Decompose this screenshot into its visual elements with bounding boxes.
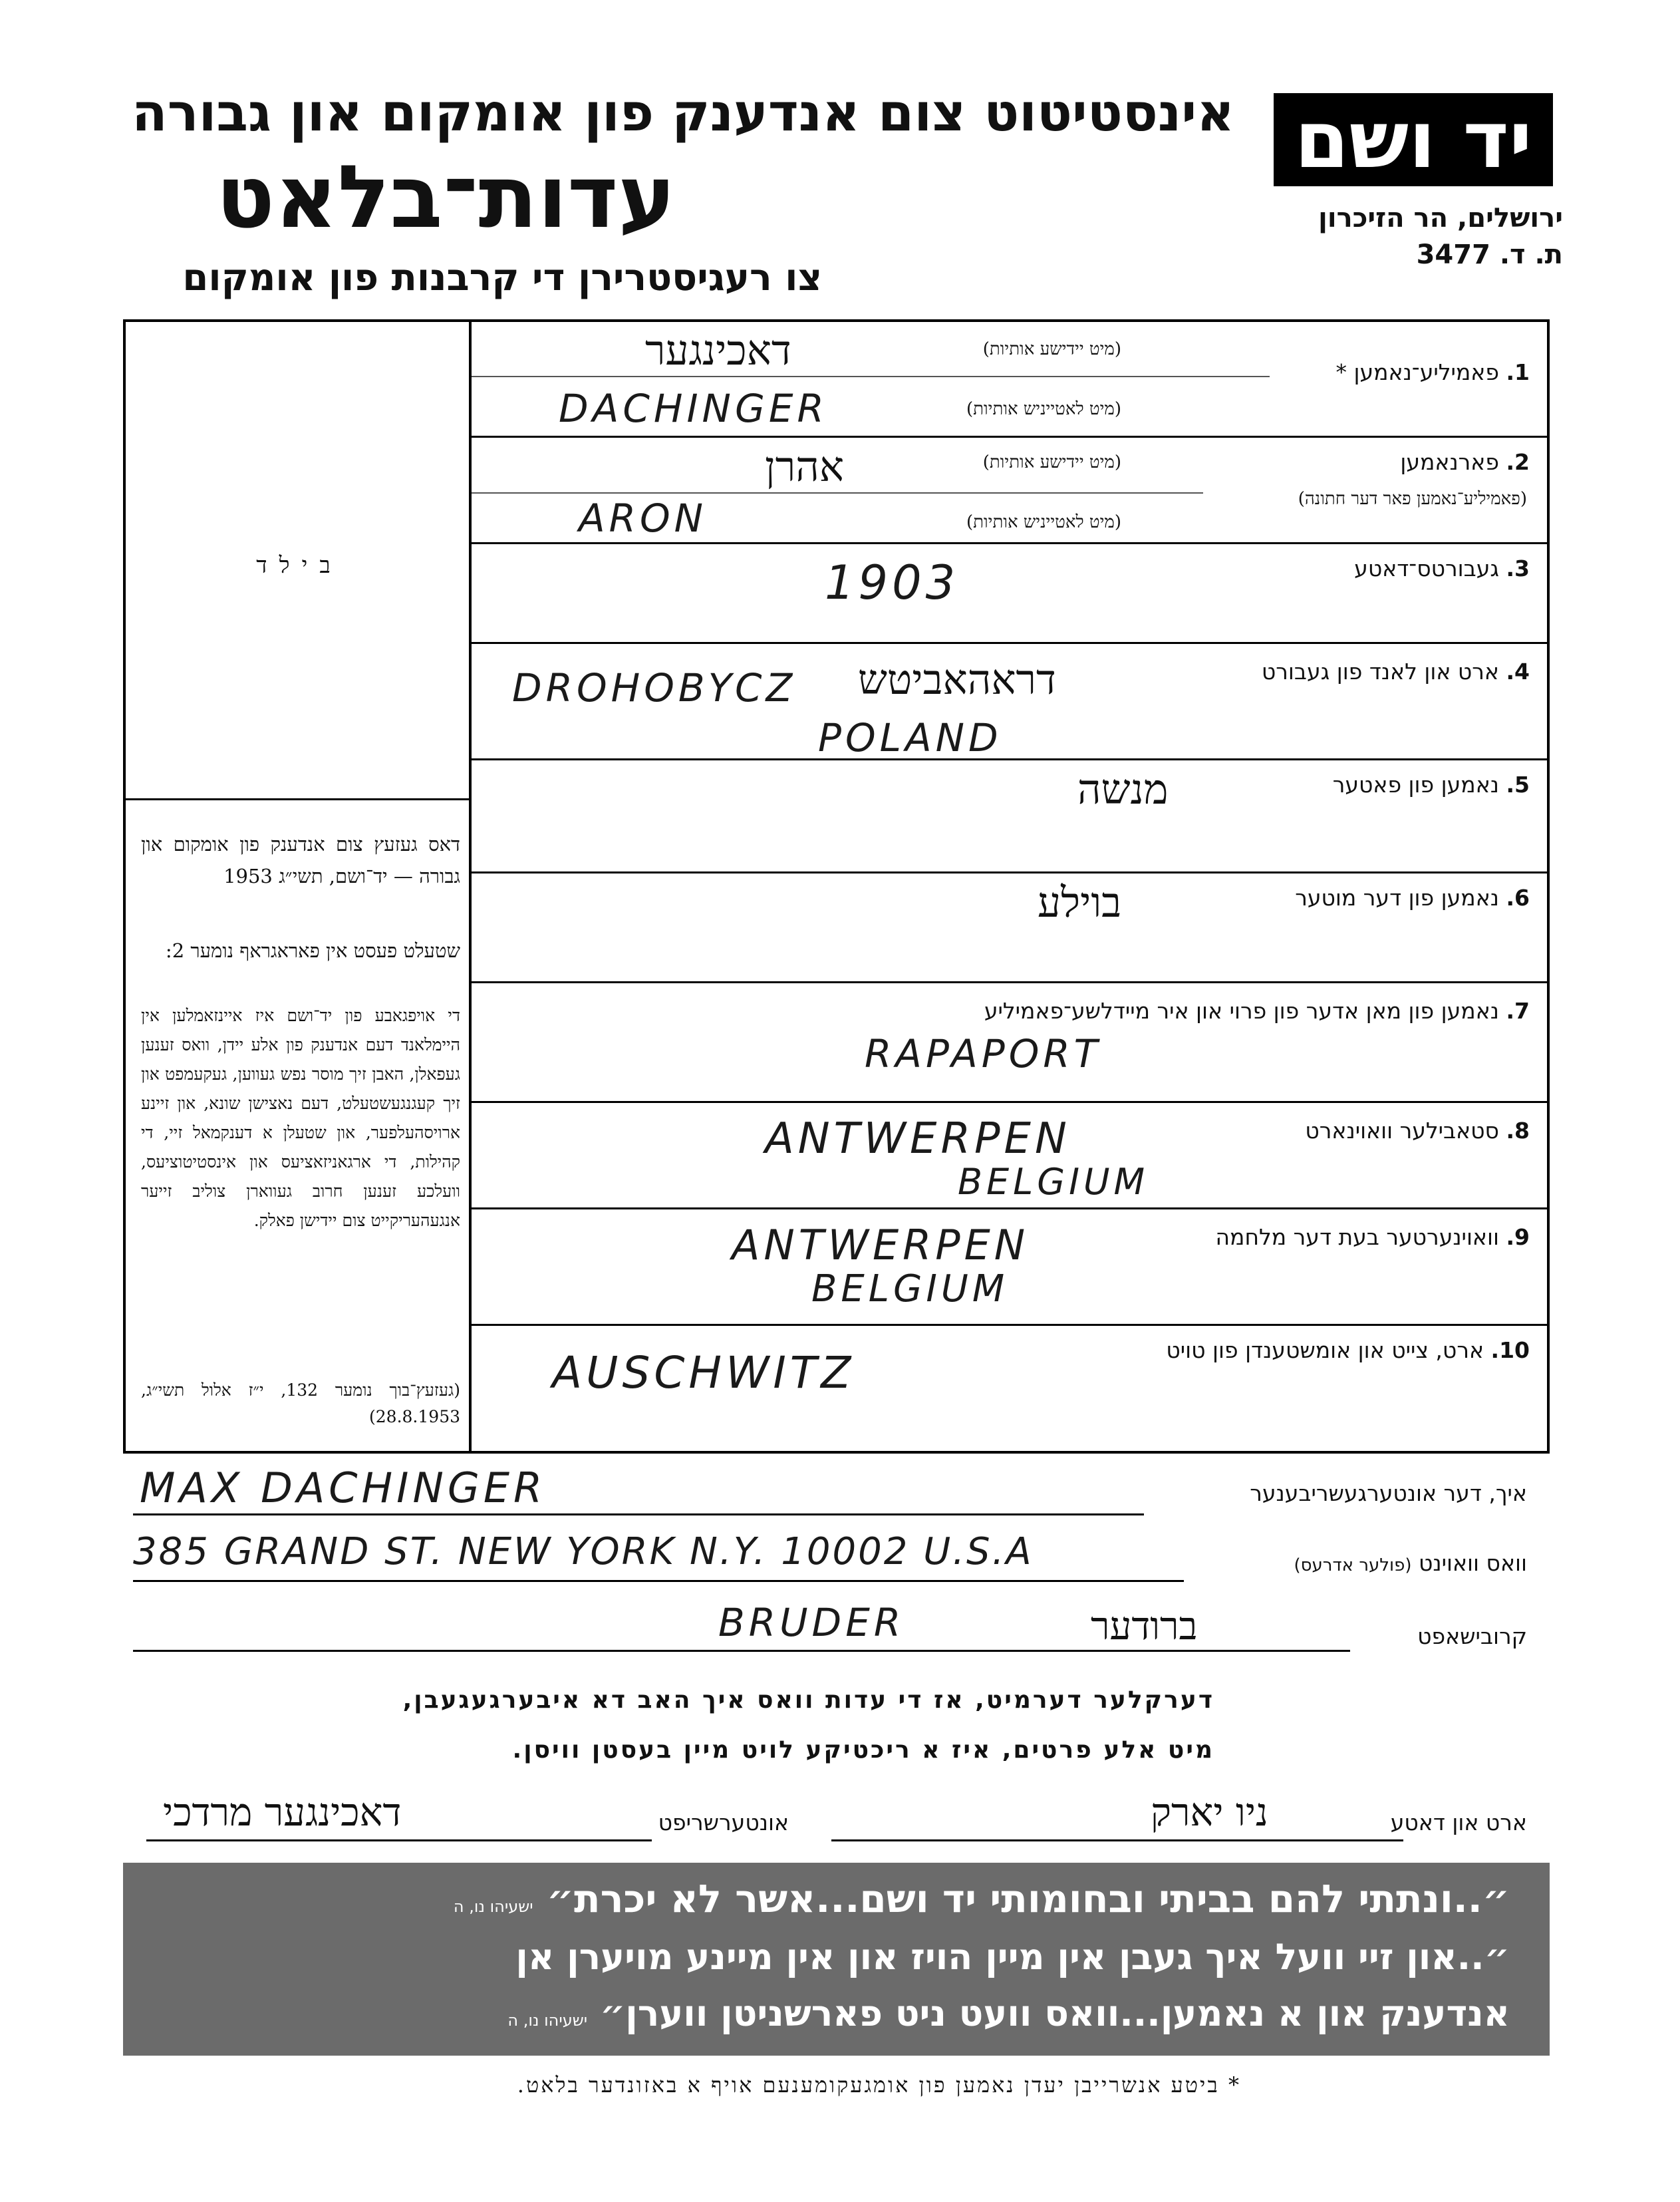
row-divider: [472, 1101, 1550, 1103]
signature-value[interactable]: דאכינגער מרדכי: [163, 1790, 402, 1835]
column-divider: [469, 319, 472, 1454]
field-1-value-yiddish[interactable]: דאכינגער: [645, 326, 791, 375]
declaration-line-1: דערקלער דערמיט, אז די עדות וואס איך האב דא איבערגעגעבן,: [402, 1686, 1214, 1714]
relation-value-yiddish[interactable]: ברודער: [1091, 1603, 1198, 1649]
field-9-value-city[interactable]: ANTWERPEN: [732, 1221, 1030, 1269]
submitter-name-value[interactable]: MAX DACHINGER: [140, 1464, 547, 1512]
law-paragraph-ref: שטעלט פעסט אין פאראגראף נומער 2:: [165, 939, 460, 962]
field-1-value-latin[interactable]: DACHINGER: [559, 386, 828, 431]
field-2-value-latin[interactable]: ARON: [579, 496, 708, 541]
law-reference: (געזעץ־בוך נומער 132, י״ז אלול תשי״ג, 28.8.1953): [141, 1380, 460, 1426]
banner-line-1: ״..ונתתי להם בביתי ובחומותי יד ושם...אשר לא יכרת״ ישעיהו נו, ה: [453, 1876, 1510, 1921]
subline: [472, 376, 1270, 377]
field-8-label: 8. סטאבילער וואוינארט: [1305, 1118, 1530, 1144]
place-date-value[interactable]: ניו יארק: [1151, 1790, 1268, 1835]
institute-title: אינסטיטוט צום אנדענק פון אומקום און גבורה: [132, 83, 1234, 143]
place-date-label: ארט און דאטע: [1390, 1809, 1527, 1835]
row-divider: [472, 436, 1550, 438]
field-9-label: 9. וואוינערטער בעת דער מלחמה: [1215, 1224, 1530, 1250]
field-7-label: 7. נאמען פון מאן אדער פון פרוי און איר מיידלשע־פאמיליע: [984, 998, 1530, 1024]
row-divider: [472, 1207, 1550, 1209]
field-4-value-latin[interactable]: DROHOBYCZ: [512, 665, 797, 710]
form-subtitle: צו רעגיסטרירן די קרבנות פון אומקום: [182, 256, 822, 299]
footnote: * ביטע אנשרייבן יעדן נאמען פון אומגעקומענעם אויף א באזונדער בלאט.: [517, 2072, 1241, 2098]
row-divider: [472, 642, 1550, 644]
field-7-value[interactable]: RAPAPORT: [865, 1031, 1102, 1076]
yad-vashem-logo: יד ושם: [1274, 93, 1553, 186]
name-underline: [133, 1513, 1144, 1515]
row-divider: [472, 542, 1550, 544]
relation-label: קרובישאפט: [1417, 1623, 1527, 1649]
address-underline: [133, 1580, 1184, 1582]
banner-line-2: ״..און זיי וועל איך געבן אין מיין הויז און אין מיינע מויערן אן: [515, 1936, 1510, 1978]
field-5-label: 5. נאמען פון פאטער: [1332, 772, 1530, 798]
field-6-label: 6. נאמען פון דער מוטער: [1295, 885, 1530, 911]
field-8-value-city[interactable]: ANTWERPEN: [765, 1114, 1071, 1164]
isaiah-quote-banner: [123, 1863, 1550, 2056]
row-divider: [472, 758, 1550, 760]
field-4-value-yiddish[interactable]: דראהאביטש: [858, 655, 1056, 704]
field-4-value-country[interactable]: POLAND: [818, 715, 1002, 760]
field-3-value[interactable]: 1903: [825, 555, 960, 610]
field-8-value-country[interactable]: BELGIUM: [958, 1161, 1149, 1203]
field-6-value[interactable]: בוילע: [1038, 878, 1122, 927]
field-2-sub-yiddish: (מיט יידישע אותיות): [982, 452, 1121, 472]
field-10-label: 10. ארט, צייט און אומשטענדן פון טויט: [1166, 1337, 1530, 1363]
place-date-underline: [831, 1839, 1403, 1841]
law-citation: דאס געזעץ צום אנדענק פון אומקום און גבורה — יד־ושם, תשי״ג 1953: [141, 833, 460, 887]
row-divider: [472, 1324, 1550, 1326]
field-9-value-country[interactable]: BELGIUM: [811, 1267, 1009, 1311]
photo-divider: [123, 798, 472, 800]
field-4-label: 4. ארט און לאנד פון געבורט: [1261, 659, 1530, 685]
signature-underline: [146, 1839, 652, 1841]
signature-label: אונטערשריפט: [658, 1809, 789, 1835]
relation-value-latin[interactable]: BRUDER: [718, 1600, 905, 1645]
law-text: די אויפגאבע פון יד־ושם איז איינזאמלען אין היימלאנד דעם אנדענק פון אלע יידן, וואס זענען געפאלן, האבן זיך מוסר נפש געווען, געקעמפט און זיך קעגנגעשטעלט, דעם נאצישן שונא, און זיינע ארויסהעלפער, און שטעלן א דענקמאל זיי, די קהילות, די ארגאניזאציעס און אינסטיטוציעס, וועלכע זענען חרוב געווארן צוליב זייער אנגעהעריקייט צום יידישן פאלק.: [141, 1006, 460, 1230]
row-divider: [472, 871, 1550, 873]
form-title: עדות־בלאט: [215, 146, 676, 247]
submitter-name-label: איך, דער אונטערגעשריבענער: [1250, 1480, 1527, 1506]
submitter-address-value[interactable]: 385 GRAND ST. NEW YORK N.Y. 10002 U.S.A: [133, 1530, 1034, 1573]
field-2-label: 2. פארנאמען: [1400, 449, 1530, 475]
field-5-value[interactable]: מנשה: [1077, 765, 1169, 814]
banner-line-3: אנדענק און א נאמען...וואס וועט ניט פארשניטן ווערן״ ישעיהו נו, ה: [507, 1992, 1510, 2034]
field-1-sub-latin: (מיט לאטייניש אותיות): [966, 399, 1121, 419]
field-1-sub-yiddish: (מיט יידישע אותיות): [982, 339, 1121, 359]
subline: [472, 492, 1203, 494]
relation-underline: [133, 1650, 1350, 1652]
field-3-label: 3. געבורטס־דאטע: [1354, 555, 1530, 581]
address: ירושלים, הר הזיכרון: [1318, 203, 1563, 234]
field-10-value[interactable]: AUSCHWITZ: [552, 1347, 855, 1398]
row-divider: [472, 981, 1550, 983]
field-2-sub-latin: (מיט לאטייניש אותיות): [966, 512, 1121, 532]
po-box: ת. ד. 3477: [1416, 239, 1563, 270]
submitter-address-label: וואס וואוינט (פולער אדרעס): [1294, 1550, 1527, 1576]
declaration-line-2: מיט אלע פרטים, איז א ריכטיקע לויט מיין בעסטן וויסן.: [512, 1736, 1214, 1764]
field-2-sub-maiden: (פאמיליע־נאמען פאר דער חתונה): [1298, 489, 1527, 509]
field-1-label: 1. פאמיליע־נאמען *: [1335, 359, 1530, 385]
field-2-value-yiddish[interactable]: אהרן: [765, 442, 845, 491]
photo-label: בילד: [256, 552, 343, 579]
